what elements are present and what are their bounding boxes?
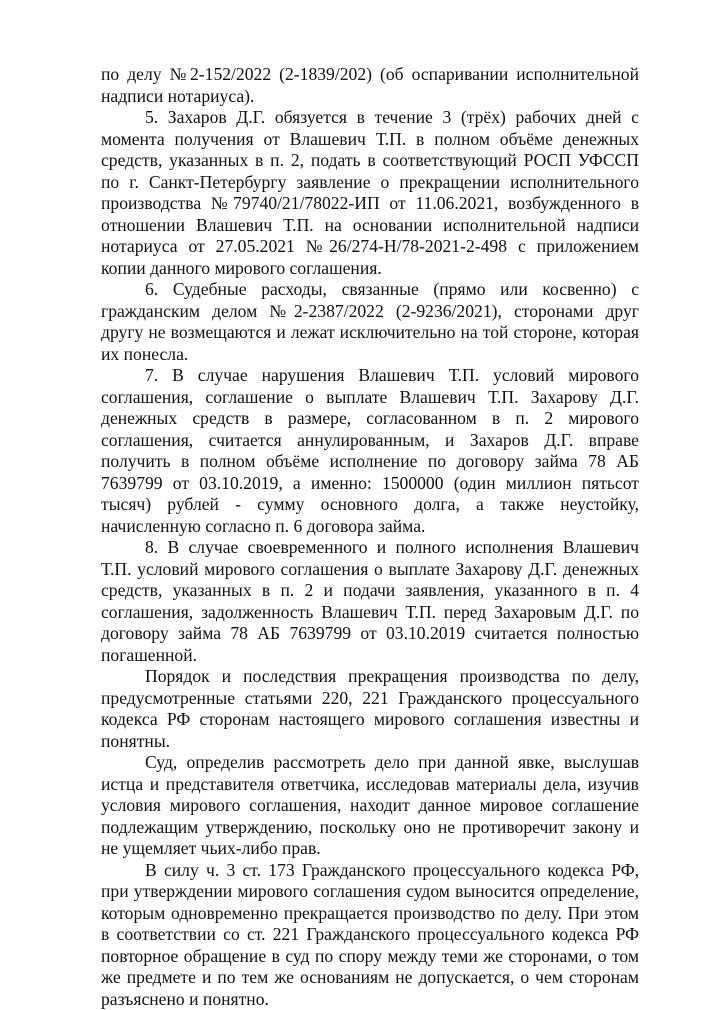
paragraph-continuation: по делу №2-152/2022 (2-1839/202) (об оспаривании исполнительной надписи нотариуса). [101, 64, 639, 107]
paragraph-item-8: 8. В случае своевременного и полного исполнения Влашевич Т.П. условий мирового соглашения о выплате Захарову Д.Г. денежных средств, указанных в п. 2 и подачи заявления, указанного в п. 4 соглашения, задолженность Влашевич Т.П. перед Захаровым Д.Г. по договору займа 78 АБ 7639799 от 03.10.2019 считается полностью погашенной. [101, 537, 639, 666]
paragraph-court-finding: Суд, определив рассмотреть дело при данной явке, выслушав истца и представителя ответчика, исследовав материалы дела, изучив условия мирового соглашения, находит данное мировое соглашение подлежащим утверждению, поскольку оно не противоречит закону и не ущемляет чьих-либо прав. [101, 752, 639, 860]
paragraph-procedure: Порядок и последствия прекращения производства по делу, предусмотренные статьями 220, 221 Гражданского процессуального кодекса РФ сторонам настоящего мирового соглашения известны и понятны. [101, 666, 639, 752]
document-body [101, 64, 639, 1010]
paragraph-item-6: 6. Судебные расходы, связанные (прямо или косвенно) с гражданским делом №2-2387/2022 (2-9236/2021), сторонами друг другу не возмещаются и лежат исключительно на той стороне, которая их понесла. [101, 279, 639, 365]
paragraph-item-7: 7. В случае нарушения Влашевич Т.П. условий мирового соглашения, соглашение о выплате Влашевич Т.П. Захарову Д.Г. денежных средств в размере, согласованном в п. 2 мирового соглашения, считается аннулированным, и Захаров Д.Г. вправе получить в полном объёме исполнение по договору займа 78 АБ 7639799 от 03.10.2019, а именно: 1500000 (один миллион пятьсот тысяч) рублей - сумму основного долга, а также неустойку, начисленную согласно п. 6 договора займа. [101, 365, 639, 537]
paragraph-legal-basis: В силу ч. 3 ст. 173 Гражданского процессуального кодекса РФ, при утверждении мирового соглашения судом выносится определение, которым одновременно прекращается производство по делу. При этом в соответствии со ст. 221 Гражданского процессуального кодекса РФ повторное обращение в суд по спору между теми же сторонами, о том же предмете и по тем же основаниям не допускается, о чем сторонам разъяснено и понятно. [101, 860, 639, 1010]
paragraph-item-5: 5. Захаров Д.Г. обязуется в течение 3 (трёх) рабочих дней с момента получения от Влашевич Т.П. в полном объёме денежных средств, указанных в п. 2, подать в соответствующий РОСП УФССП по г. Санкт-Петербургу заявление о прекращении исполнительного производства №79740/21/78022-ИП от 11.06.2021, возбужденного в отношении Влашевич Т.П. на основании исполнительной надписи нотариуса от 27.05.2021 №26/274-Н/78-2021-2-498 с приложением копии данного мирового соглашения. [101, 107, 639, 279]
